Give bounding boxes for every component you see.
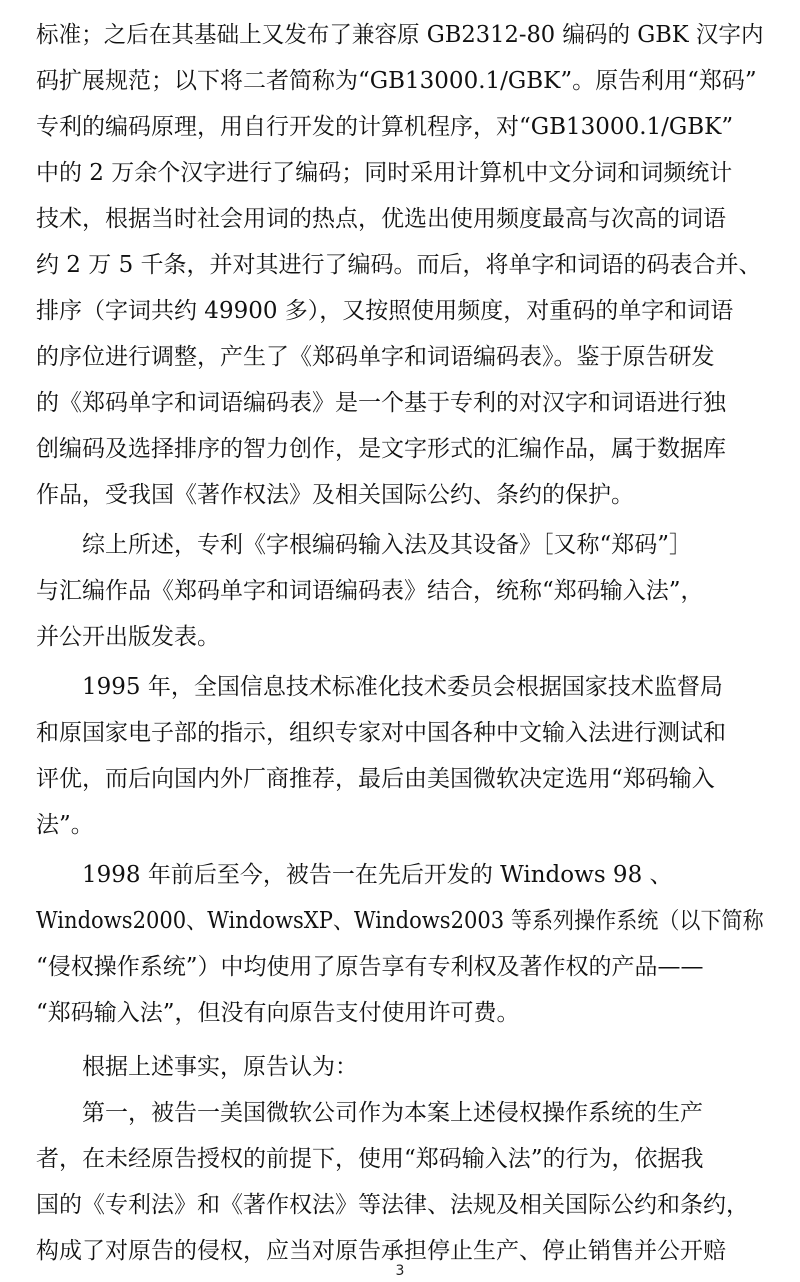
text-line: 并公开出版发表。	[36, 624, 220, 650]
text-line: 者，在未经原告授权的前提下，使用“郑码输入法”的行为，依据我	[36, 1146, 704, 1172]
text-line: 与汇编作品《郑码单字和词语编码表》结合，统称“郑码输入法”，	[36, 578, 704, 604]
text-line: 技术，根据当时社会用词的热点，优选出使用频度最高与次高的词语	[36, 206, 726, 232]
page-number: 3	[395, 1263, 405, 1279]
text-line: 综上所述，专利《字根编码输入法及其设备》［又称“郑码”］	[36, 532, 693, 558]
text-line: 作品，受我国《著作权法》及相关国际公约、条约的保护。	[36, 482, 634, 508]
text-line: 1998 年前后至今，被告一在先后开发的 Windows 98 、	[36, 862, 673, 888]
text-line: 中的 2 万余个汉字进行了编码；同时采用计算机中文分词和词频统计	[36, 160, 733, 186]
text-line: 构成了对原告的侵权，应当对原告承担停止生产、停止销售并公开赔	[36, 1238, 726, 1264]
text-line: 第一，被告一美国微软公司作为本案上述侵权操作系统的生产	[36, 1100, 703, 1126]
text-line: 和原国家电子部的指示，组织专家对中国各种中文输入法进行测试和	[36, 720, 726, 746]
text-line: “郑码输入法”，但没有向原告支付使用许可费。	[36, 1000, 520, 1026]
text-line: 1995 年，全国信息技术标准化技术委员会根据国家技术监督局	[36, 674, 723, 700]
text-line: 码扩展规范；以下将二者简称为“GB13000.1/GBK”。原告利用“郑码”	[36, 68, 757, 94]
text-line: 标准；之后在其基础上又发布了兼容原 GB2312-80 编码的 GBK 汉字内	[36, 22, 764, 48]
text-line: 国的《专利法》和《著作权法》等法律、法规及相关国际公约和条约，	[36, 1192, 749, 1218]
text-line: 评优，而后向国内外厂商推荐，最后由美国微软决定选用“郑码输入	[36, 766, 715, 792]
text-line: 根据上述事实，原告认为：	[36, 1054, 358, 1080]
text-line: 创编码及选择排序的智力创作，是文字形式的汇编作品，属于数据库	[36, 436, 726, 462]
text-line: 专利的编码原理，用自行开发的计算机程序，对“GB13000.1/GBK”	[36, 114, 734, 140]
text-line: 法”。	[36, 812, 94, 838]
text-line: “侵权操作系统”）中均使用了原告享有专利权及著作权的产品——	[36, 954, 704, 980]
text-line: 排序（字词共约 49900 多），又按照使用频度，对重码的单字和词语	[36, 298, 734, 324]
text-line: 约 2 万 5 千条，并对其进行了编码。而后，将单字和词语的码表合并、	[36, 252, 762, 278]
text-line: Windows2000、WindowsXP、Windows2003 等系列操作系统（以下简称	[36, 908, 764, 934]
text-line: 的《郑码单字和词语编码表》是一个基于专利的对汉字和词语进行独	[36, 390, 726, 416]
text-line: 的序位进行调整，产生了《郑码单字和词语编码表》。鉴于原告研发	[36, 344, 715, 370]
